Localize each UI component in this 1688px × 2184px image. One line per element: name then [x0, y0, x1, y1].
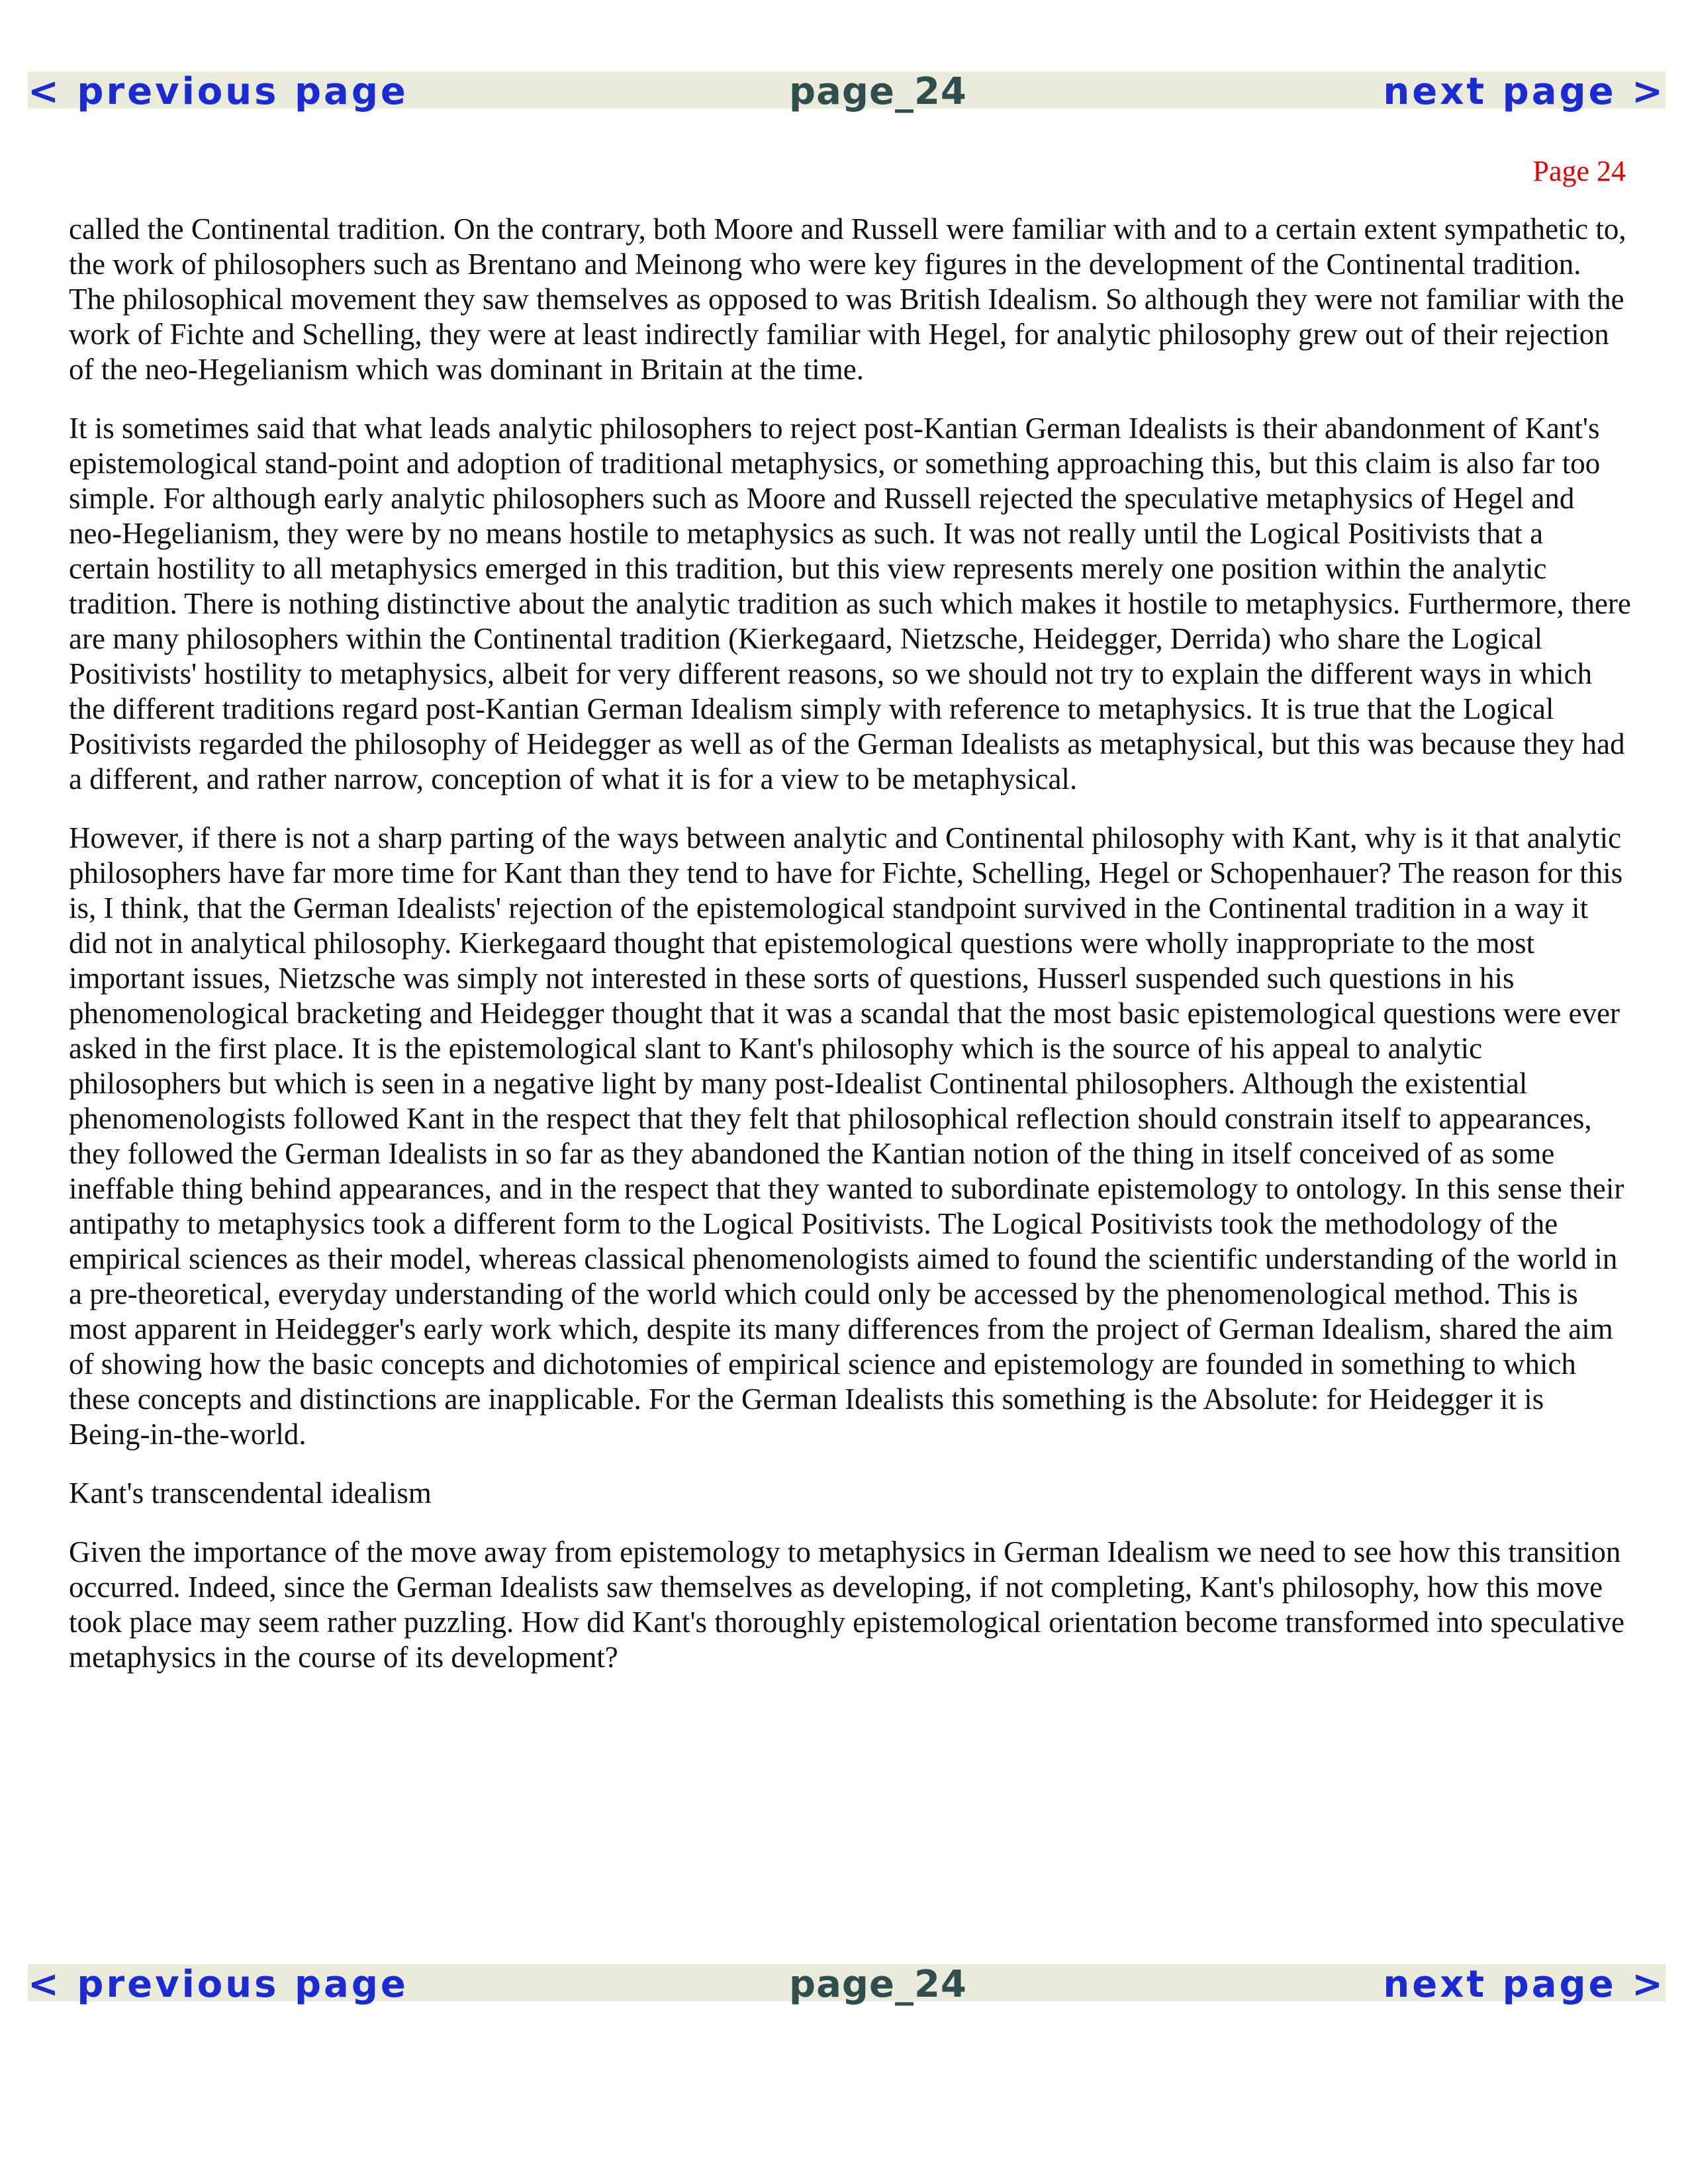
page-indicator: page_24: [789, 70, 967, 113]
bottom-navigation-bar: [28, 1963, 1665, 2006]
page-number: Page 24: [1532, 155, 1626, 187]
page-indicator: page_24: [789, 1963, 967, 2006]
paragraph: Given the importance of the move away from epistemology to metaphysics in German Idealism we need to see how this transition occurred. Indeed, since the German Idealists saw themselves as developing, if not completing, Kant's philosophy, how this move took place may seem rather puzzling. How did Kant's thoroughly epistemological orientation become transformed into speculative metaphysics in the course of its development?: [69, 1535, 1624, 1674]
paragraph: called the Continental tradition. On the contrary, both Moore and Russell were familiar with and to a certain extent sympathetic to, the work of philosophers such as Brentano and Meinong who were key figures in the development of the Continental tradition. The philosophical movement they saw themselves as opposed to was British Idealism. So although they were not familiar with the work of Fichte and Schelling, they were at least indirectly familiar with Hegel, for analytic philosophy grew out of their rejection of the neo-Hegelianism which was dominant in Britain at the time.: [69, 212, 1626, 386]
page-content: [69, 212, 1631, 1699]
paragraph: However, if there is not a sharp parting of the ways between analytic and Continental philosophy with Kant, why is it that analytic philosophers have far more time for Kant than they tend to have for Fichte, Schelling, Hegel or Schopenhauer? The reason for this is, I think, that the German Idealists' rejection of the epistemological standpoint survived in the Continental tradition in a way it did not in analytical philosophy. Kierkegaard thought that epistemological questions were wholly inappropriate to the most important issues, Nietzsche was simply not interested in these sorts of questions, Husserl suspended such questions in his phenomenological bracketing and Heidegger thought that it was a scandal that the most basic epistemological questions were ever asked in the first place. It is the epistemological slant to Kant's philosophy which is the source of his appeal to analytic philosophers but which is seen in a negative light by many post-Idealist Continental philosophers. Although the existential phenomenologists followed Kant in the respect that they felt that philosophical reflection should constrain itself to appearances, they followed the German Idealists in so far as they abandoned the Kantian notion of the thing in itself conceived of as some ineffable thing behind appearances, and in the respect that they wanted to subordinate epistemology to ontology. In this sense their antipathy to metaphysics took a different form to the Logical Positivists. The Logical Positivists took the methodology of the empirical sciences as their model, whereas classical phenomenologists aimed to found the scientific understanding of the world in a pre-theoretical, everyday understanding of the world which could only be accessed by the phenomenological method. This is most apparent in Heidegger's early work which, despite its many differences from the project of German Idealism, shared the aim of showing how the basic concepts and dichotomies of empirical science and epistemology are founded in something to which these concepts and distinctions are inapplicable. For the German Idealists this something is the Absolute: for Heidegger it is Being-in-the-world.: [69, 821, 1624, 1451]
paragraph: It is sometimes said that what leads analytic philosophers to reject post-Kantian German Idealists is their abandonment of Kant's epistemological stand-point and adoption of traditional metaphysics, or something approaching this, but this claim is also far too simple. For although early analytic philosophers such as Moore and Russell rejected the speculative metaphysics of Hegel and neo-Hegelianism, they were by no means hostile to metaphysics as such. It was not really until the Logical Positivists that a certain hostility to all metaphysics emerged in this tradition, but this view represents merely one position within the analytic tradition. There is nothing distinctive about the analytic tradition as such which makes it hostile to metaphysics. Furthermore, there are many philosophers within the Continental tradition (Kierkegaard, Nietzsche, Heidegger, Derrida) who share the Logical Positivists' hostility to metaphysics, albeit for very different reasons, so we should not try to explain the different ways in which the different traditions regard post-Kantian German Idealism simply with reference to metaphysics. It is true that the Logical Positivists regarded the philosophy of Heidegger as well as of the German Idealists as metaphysical, but this was because they had a different, and rather narrow, conception of what it is for a view to be metaphysical.: [69, 412, 1631, 796]
previous-page-link[interactable]: < previous page: [28, 70, 408, 113]
top-navigation-bar: [28, 70, 1665, 113]
next-page-link[interactable]: next page >: [1383, 70, 1665, 113]
previous-page-link[interactable]: < previous page: [28, 1963, 408, 2006]
section-heading: Kant's transcendental idealism: [69, 1477, 432, 1510]
next-page-link[interactable]: next page >: [1383, 1963, 1665, 2006]
